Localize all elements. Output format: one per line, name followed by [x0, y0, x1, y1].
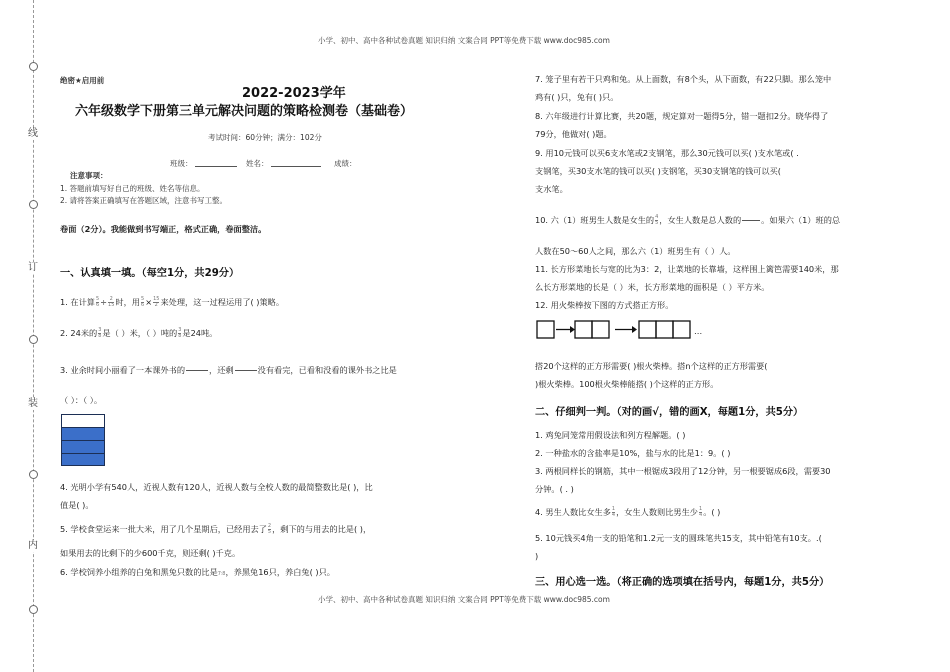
- question-7-cont: 鸡有( )只，兔有( )只。: [535, 92, 619, 102]
- title-year: 2022-2023学年: [242, 86, 346, 101]
- bar-segment-empty: [62, 415, 104, 428]
- judge-1: 1. 鸡兔同笼常用假设法和列方程解题。( ): [535, 430, 686, 440]
- judge-3-cont: 分钟。( . ): [535, 484, 574, 494]
- question-7: 7. 笼子里有若干只鸡和兔。从上面数，有8个头，从下面数，有22只脚。那么笼中: [535, 74, 832, 84]
- judge-5: 5. 10元钱买4角一支的铅笔和1.2元一支的圆珠笔共15支，其中铅笔有10支。.(: [535, 533, 822, 543]
- binding-char-zhuang: 装: [24, 398, 42, 410]
- book-bar-figure: [61, 414, 105, 466]
- matchstick-ellipsis: …: [694, 326, 703, 336]
- question-6: 6. 学校饲养小组养的白兔和黑兔只数的比是7∶8，养黑兔16只，养白兔( )只。: [60, 567, 335, 577]
- fraction: $\frac{1}{4}$: [611, 506, 616, 518]
- question-5: 5. 学校食堂运来一批大米，用了几个星期后，已经用去了 $\frac{2}{5}$ ，剩下的与用去的比是( )，: [60, 523, 372, 535]
- question-9-cont: 支钢笔，买30支水笔的钱可以买( )支钢笔，买30支钢笔的钱可以买(: [535, 166, 781, 176]
- name-blank[interactable]: [271, 166, 321, 167]
- fraction: $\frac{2}{15}$: [108, 296, 115, 308]
- fraction: $\frac{15}{2}$: [153, 296, 160, 308]
- question-8: 8. 六年级进行计算比赛，共20题，规定算对一题得5分，错一题扣2分。晓华得了: [535, 111, 829, 121]
- fraction-blank: [186, 366, 208, 375]
- page-header: 小学、初中、高中各种试卷真题 知识归纳 文案合同 PPT等免费下载 www.doc985.com: [318, 36, 610, 45]
- question-3: 3. 业余时间小丽看了一本课外书的 ，还剩 没有看完，已看和没看的课外书之比是: [60, 365, 397, 375]
- binding-hole: [29, 605, 38, 614]
- question-9-cont-2: 支水笔。: [535, 184, 568, 194]
- binding-char-nei: 内: [24, 540, 42, 552]
- note-2: 2. 请将答案正确填写在答题区域，注意书写工整。: [60, 196, 228, 205]
- question-11-cont: 么长方形菜地的长是（ ）米，长方形菜地的面积是（ ）平方米。: [535, 282, 770, 292]
- exam-info: 考试时间：60分钟；满分：102分: [208, 133, 322, 142]
- question-12-cont-2: )根火柴棒。100根火柴棒能搭( )个这样的正方形。: [535, 379, 719, 389]
- fraction: $\frac{3}{8}$: [98, 327, 102, 339]
- question-4-cont: 值是( )。: [60, 500, 94, 510]
- matchstick-figure: [535, 318, 710, 344]
- class-blank[interactable]: [195, 166, 237, 167]
- question-10: 10. 六（1）班男生人数是女生的 $\frac{4}{5}$ ，女生人数是总人数的 。如果六（1）班的总: [535, 214, 841, 226]
- fraction: $\frac{1}{4}$: [699, 506, 703, 518]
- question-8-cont: 79分，他做对( )题。: [535, 129, 612, 139]
- class-label: 班级：: [170, 159, 193, 168]
- page-footer: 小学、初中、高中各种试卷真题 知识归纳 文案合同 PPT等免费下载 www.doc985.com: [318, 595, 610, 604]
- question-4: 4. 光明小学有540人，近视人数有120人，近视人数与全校人数的最简整数比是( )，比: [60, 482, 373, 492]
- binding-hole: [29, 62, 38, 71]
- binding-hole: [29, 335, 38, 344]
- question-10-cont: 人数在50～60人之间，那么六（1）班男生有（ ）人。: [535, 246, 736, 256]
- neat-line: 卷面（2分）。我能做到书写端正，格式正确，卷面整洁。: [60, 224, 267, 234]
- section-3-heading: 三、用心选一选。（将正确的选项填在括号内，每题1分，共5分）: [535, 577, 830, 588]
- fraction: $\frac{4}{5}$: [655, 214, 659, 226]
- bar-segment-filled: [62, 428, 104, 441]
- bar-segment-filled: [62, 454, 104, 465]
- one-square: [537, 321, 554, 338]
- question-1: 1. 在计算 $\frac{5}{6}$ ÷ $\frac{2}{15}$ 时，用 $\frac{5}{6}$ × $\frac{15}{2}$ 来处理，这一过程运用了( )策略。: [60, 296, 285, 308]
- judge-4: 4. 男生人数比女生多 $\frac{1}{4}$ ，女生人数则比男生少 $\frac{1}{4}$ 。( ): [535, 506, 721, 518]
- judge-3: 3. 两根同样长的钢筋，其中一根锯成3段用了12分钟，另一根要锯成6段，需要30: [535, 466, 831, 476]
- fraction: $\frac{3}{8}$: [178, 327, 182, 339]
- name-label: 姓名：: [246, 159, 269, 168]
- question-3-ratio: （ ）：（ ）。: [60, 395, 103, 405]
- judge-2: 2. 一种盐水的含盐率是10%，盐与水的比是1：9。( ): [535, 448, 731, 458]
- two-squares: [575, 321, 592, 338]
- fraction-blank: [235, 366, 257, 375]
- question-9: 9. 用10元钱可以买6支水笔或2支钢笔，那么30元钱可以买( )支水笔或( .: [535, 148, 799, 158]
- question-11: 11. 长方形菜地长与宽的比为3：2，让菜地的长靠墙，这样围上篱笆需要140米，那: [535, 264, 839, 274]
- bar-segment-filled: [62, 441, 104, 454]
- notes-title: 注意事项：: [70, 171, 108, 180]
- three-squares: [639, 321, 656, 338]
- section-1-heading: 一、认真填一填。（每空1分，共29分）: [60, 268, 240, 279]
- binding-hole: [29, 470, 38, 479]
- fraction-blank: [742, 216, 760, 225]
- page-title: 六年级数学下册第三单元解决问题的策略检测卷（基础卷）: [75, 104, 414, 119]
- binding-char-xian: 线: [24, 128, 42, 140]
- question-12: 12. 用火柴棒按下图的方式搭正方形。: [535, 300, 674, 310]
- judge-5-cont: ): [535, 551, 539, 561]
- score-label: 成绩：: [334, 159, 357, 168]
- note-1: 1. 答题前填写好自己的班级、姓名等信息。: [60, 184, 205, 193]
- binding-hole: [29, 200, 38, 209]
- fraction: $\frac{2}{5}$: [267, 523, 272, 535]
- binding-margin: [0, 0, 44, 672]
- question-5-cont: 如果用去的比剩下的少600千克，则还剩( )千克。: [60, 548, 241, 558]
- secret-label: 绝密★启用前: [60, 76, 105, 85]
- question-12-cont: 搭20个这样的正方形需要( )根火柴棒。搭n个这样的正方形需要(: [535, 361, 768, 371]
- fraction: $\frac{5}{6}$: [95, 296, 100, 308]
- question-2: 2. 24米的 $\frac{3}{8}$ 是（ ）米，（ ）吨的 $\frac{3}{8}$ 是24吨。: [60, 327, 218, 339]
- section-2-heading: 二、仔细判一判。（对的画√，错的画X，每题1分，共5分）: [535, 407, 804, 418]
- binding-char-ding: 订: [24, 262, 42, 274]
- fraction: $\frac{5}{6}$: [141, 296, 145, 308]
